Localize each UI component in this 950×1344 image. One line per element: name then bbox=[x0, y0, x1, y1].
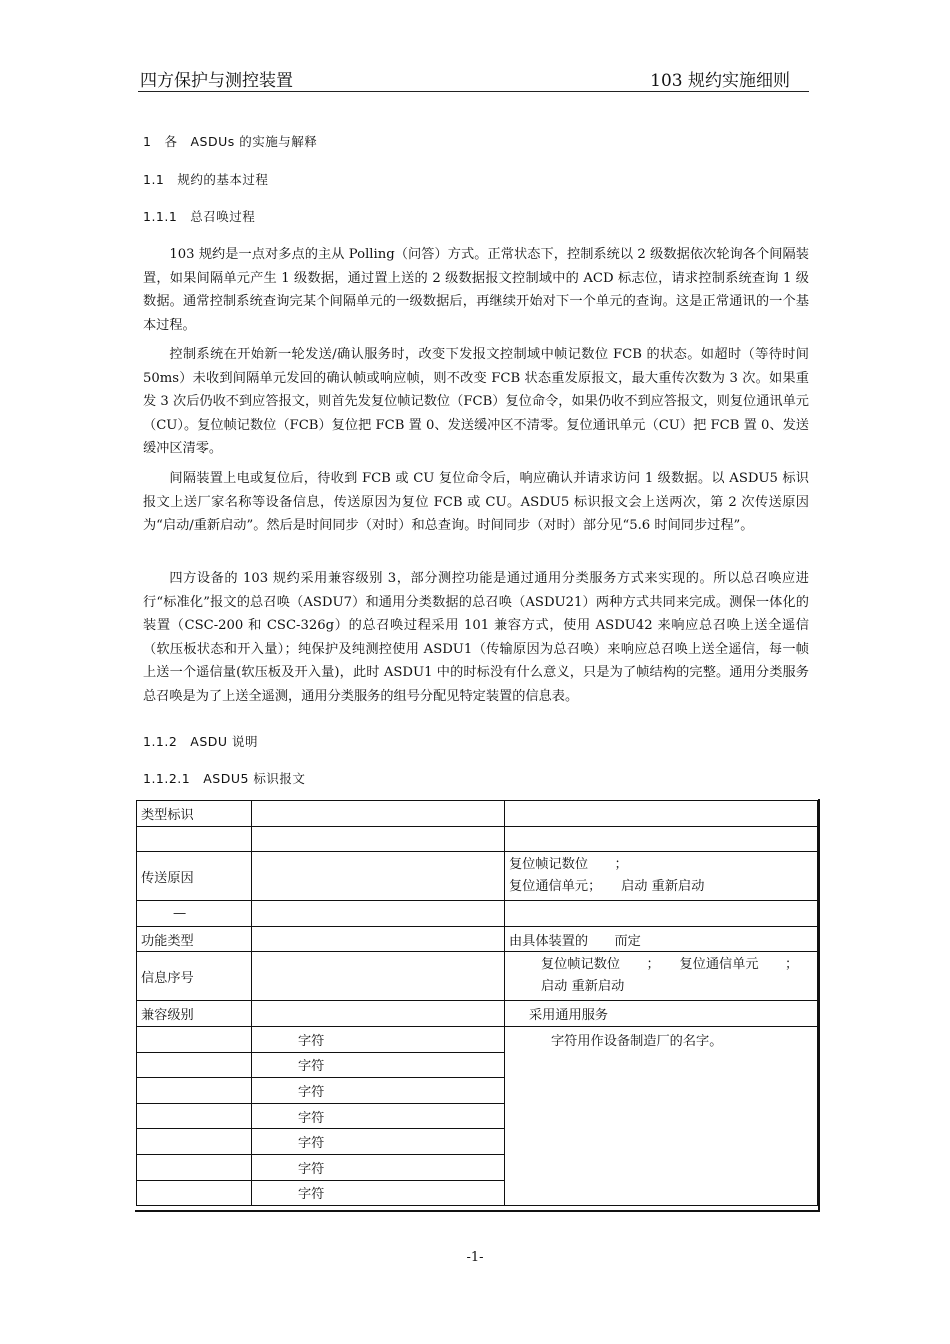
paragraph-gi: 四方设备的 103 规约采用兼容级别 3，部分测控功能是通过通用分类服务方式来实现的。所以总召唤应进行“标准化”报文的总召唤（ASDU7）和通用分类数据的总召唤（ASDU21）两种方式共同来完成。测保一体化的装置（CSC-200 和 CSC-326g）的总召唤过程采用 101 兼容方式，使用 ASDU42 来响应总召唤上送全遥信（软压板状态和开入量）；纯保护及纯测控使用 ASDU1（传输原因为总召唤）来响应总召唤上送全遥信，每一帧上送一个遥信量(软压板及开入量)，此时 ASDU1 中的时标没有什么意义，只是为了帧结构的完整。通用分类服务总召唤是为了上送全遥测，通用分类服务的组号分配见特定装置的信息表。 bbox=[143, 571, 809, 704]
header-rule bbox=[138, 91, 809, 92]
cell-char: 字符 bbox=[252, 1052, 505, 1078]
table-cell bbox=[137, 1154, 252, 1180]
cell-info-number: 信息序号 bbox=[137, 952, 252, 1001]
table-cell bbox=[137, 1052, 252, 1078]
cot-note-line-2: 复位通信单元； 启动 重新启动 bbox=[509, 879, 705, 895]
table-row bbox=[137, 952, 818, 1001]
table-row bbox=[137, 801, 818, 827]
cell-char: 字符 bbox=[252, 1129, 505, 1155]
page-number: -1- bbox=[466, 1250, 484, 1265]
table-cell bbox=[252, 901, 505, 927]
table-cell bbox=[137, 1078, 252, 1104]
cell-dash: — bbox=[137, 901, 252, 927]
table-cell bbox=[252, 1001, 505, 1027]
heading-1: 1 各 ASDUs 的实施与解释 bbox=[143, 134, 318, 149]
heading-1-1-2: 1.1.2 ASDU 说明 bbox=[143, 734, 259, 749]
cell-compat-level: 兼容级别 bbox=[137, 1001, 252, 1027]
table-cell bbox=[252, 852, 505, 901]
header-left-title: 四方保护与测控装置 bbox=[140, 71, 293, 91]
table-cell bbox=[252, 801, 505, 827]
cell-char: 字符 bbox=[252, 1180, 505, 1206]
table-cell bbox=[137, 1180, 252, 1206]
table-row bbox=[137, 901, 818, 927]
cell-char: 字符 bbox=[252, 1103, 505, 1129]
table-cell bbox=[505, 801, 818, 827]
table-cell bbox=[137, 826, 252, 852]
cell-char-note: 字符用作设备制造厂的名字。 bbox=[505, 1026, 818, 1205]
paragraph-polling: 103 规约是一点对多点的主从 Polling（问答）方式。正常状态下，控制系统以 2 级数据依次轮询各个间隔装置，如果间隔单元产生 1 级数据，通过置上送的 2 级数据报文控制域中的 ACD 标志位，请求控制系统查询 1 级数据。通常控制系统查询完某个间隔单元的一级数据后，再继续开始对下一个单元的查询。这是正常通讯的一个基本过程。 bbox=[143, 247, 809, 333]
cell-cot-note bbox=[505, 852, 818, 901]
heading-1-1-1: 1.1.1 总召唤过程 bbox=[143, 209, 256, 224]
table-cell bbox=[137, 1103, 252, 1129]
paragraph-reset: 间隔装置上电或复位后，待收到 FCB 或 CU 复位命令后，响应确认并请求访问 1 级数据。以 ASDU5 标识报文上送厂家名称等设备信息，传送原因为复位 FCB 或 CU。ASDU5 标识报文会上送两次，第 2 次传送原因为“启动/重新启动”。然后是时间同步（对时）和总查询。时间同步（对时）部分见“5.6 时间同步过程”。 bbox=[143, 471, 809, 534]
cell-function-type: 功能类型 bbox=[137, 926, 252, 952]
paragraph-fcb: 控制系统在开始新一轮发送/确认服务时，改变下发报文控制域中帧记数位 FCB 的状态。如超时（等待时间 50ms）未收到间隔单元发回的确认帧或响应帧，则不改变 FCB 状态重发原报文，最大重传次数为 3 次。如果重发 3 次后仍收不到应答报文，则首先发复位帧记数位（FCB）复位命令，如果仍收不到应答报文，则复位通讯单元（CU）。复位帧记数位（FCB）复位把 FCB 置 0、发送缓冲区不清零。复位通讯单元（CU）把 FCB 置 0、发送缓冲区清零。 bbox=[143, 347, 809, 457]
table-row bbox=[137, 1001, 818, 1027]
table-cell bbox=[505, 901, 818, 927]
table-row bbox=[137, 852, 818, 901]
cot-note-line-1: 复位帧记数位 ； bbox=[509, 857, 628, 873]
heading-1-1-2-1: 1.1.2.1 ASDU5 标识报文 bbox=[143, 771, 306, 786]
info-note-line-2: 启动 重新启动 bbox=[541, 979, 625, 995]
cell-char: 字符 bbox=[252, 1078, 505, 1104]
cell-type-id: 类型标识 bbox=[137, 801, 252, 827]
table-row bbox=[137, 1026, 818, 1052]
cell-cot: 传送原因 bbox=[137, 852, 252, 901]
header-right-title: 103 规约实施细则 bbox=[650, 71, 790, 91]
cell-info-note bbox=[505, 952, 818, 1001]
cell-char: 字符 bbox=[252, 1026, 505, 1052]
table-cell bbox=[137, 1026, 252, 1052]
table-cell bbox=[137, 1129, 252, 1155]
table-row bbox=[137, 826, 818, 852]
cell-compat-note: 采用通用服务 bbox=[505, 1001, 818, 1027]
table-row bbox=[137, 926, 818, 952]
cell-function-note: 由具体装置的 而定 bbox=[505, 926, 818, 952]
cell-char: 字符 bbox=[252, 1154, 505, 1180]
table-cell bbox=[252, 826, 505, 852]
heading-1-1: 1.1 规约的基本过程 bbox=[143, 172, 269, 187]
table-cell bbox=[252, 952, 505, 1001]
asdu5-table bbox=[136, 800, 818, 1206]
table-cell bbox=[505, 826, 818, 852]
info-note-line-1: 复位帧记数位 ； 复位通信单元 ； bbox=[541, 957, 799, 973]
table-cell bbox=[252, 926, 505, 952]
